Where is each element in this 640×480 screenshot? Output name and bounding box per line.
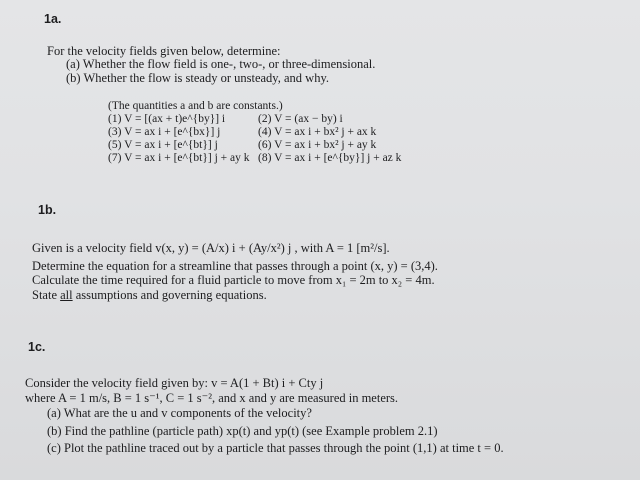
velocity-fields-list [108, 113, 438, 165]
line-1b-4: State all assumptions and governing equations. [32, 288, 267, 302]
field-2: (2) V = (ax − by) i [258, 113, 343, 125]
line-1c-1: Consider the velocity field given by: v = A(1 + Bt) i + Cty j [25, 376, 324, 390]
intro-1a: For the velocity fields given below, determine: [47, 44, 281, 58]
field-4: (4) V = ax i + bx² j + ax k [258, 126, 377, 138]
field-5: (5) V = ax i + [e^{bt}] j [108, 139, 218, 151]
field-8: (8) V = ax i + [e^{by}] j + az k [258, 152, 402, 164]
item-1a-a: (a) Whether the flow field is one-, two-, or three-dimensional. [66, 57, 376, 71]
underlined-all: all [60, 288, 73, 302]
item-1c-c: (c) Plot the pathline traced out by a particle that passes through the point (1,1) at time t = 0. [47, 441, 504, 455]
field-1: (1) V = [(ax + t)e^{by}] i [108, 113, 226, 125]
heading-1b: 1b. [38, 203, 57, 217]
field-3: (3) V = ax i + [e^{bx}] j [108, 126, 221, 138]
line-1c-2: where A = 1 m/s, B = 1 s⁻¹, C = 1 s⁻², and x and y are measured in meters. [25, 391, 399, 405]
field-6: (6) V = ax i + bx² j + ay k [258, 139, 377, 151]
field-7: (7) V = ax i + [e^{bt}] j + ay k [108, 152, 250, 164]
item-1c-b: (b) Find the pathline (particle path) xp(t) and yp(t) (see Example problem 2.1) [47, 424, 438, 438]
line-1b-2: Determine the equation for a streamline that passes through a point (x, y) = (3,4). [32, 259, 438, 273]
line-1b-3: Calculate the time required for a fluid particle to move from x₁ = 2m to x₂ = 4m. [32, 273, 435, 287]
item-1a-b: (b) Whether the flow is steady or unsteady, and why. [66, 71, 330, 85]
constants-note: (The quantities a and b are constants.) [108, 100, 283, 112]
heading-1a: 1a. [44, 12, 62, 26]
line-1b-1: Given is a velocity field v(x, y) = (A/x) i + (Ay/x²) j , with A = 1 [m²/s]. [32, 241, 390, 255]
item-1c-a: (a) What are the u and v components of the velocity? [47, 406, 312, 420]
heading-1c: 1c. [28, 340, 46, 354]
